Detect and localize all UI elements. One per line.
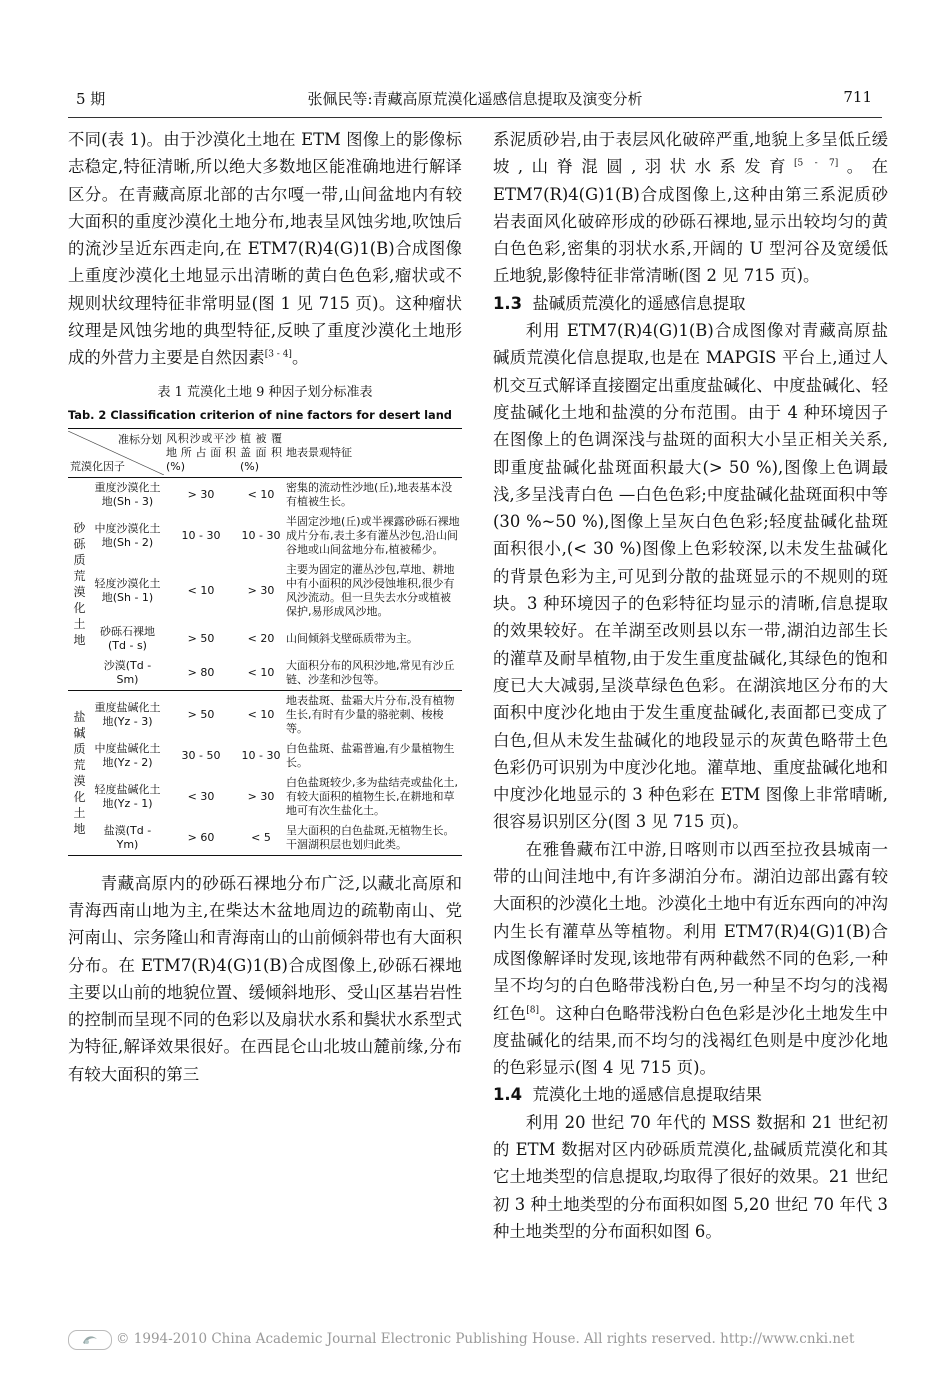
right-column [493, 126, 888, 1245]
table-row: 中度盐碱化土地(Yz - 2) 30 - 50 10 - 30 白色盐斑、盐霜普遍,有少量植物生长。 [94, 741, 455, 769]
citation[interactable]: [3 - 4] [264, 349, 292, 360]
paragraph: 不同(表 1)。由于沙漠化土地在 ETM 图像上的影像标志稳定,特征清晰,所以绝大多数地区能准确地进行解译区分。在青藏高原北部的古尔嘎一带,山间盆地内有较大面积的重度沙漠化土地分布,地表呈风蚀劣地,吹蚀后的流沙呈近东西走向,在 ETM7(R)4(G)1(B)合成图像上重度沙漠化土地显示出清晰的黄白色色彩,瘤状或不规则状纹理特征非常明显(图 1 见 715 页)。这种瘤状纹理是风蚀劣地的典型特征,反映了重度沙漠化土地形成的外营力主要是自然因素[3 - 4]。 [68, 130, 462, 368]
citation[interactable]: [5 - 7] [794, 158, 839, 169]
table-row: 砂砾质荒漠化土地 重度沙漠化土地(Sh - 3) > 30 < 10 密集的流动性沙地(丘),地表基本没有植被生长。 [68, 477, 462, 512]
citation[interactable]: [8] [526, 1005, 539, 1016]
diagonal-header-cell: 准标分划 荒漠化因子 [70, 432, 162, 473]
copyright-footer [68, 1330, 888, 1350]
col-header-veg: 植被覆盖面积(%) [240, 431, 282, 473]
table-header-row [68, 428, 462, 477]
cnki-logo-icon [68, 1330, 112, 1350]
section-heading-1-4: 1.4 荒漠化土地的遥感信息提取结果 [493, 1085, 762, 1105]
table-row: 轻度沙漠化土地(Sh - 1) < 10 > 30 主要为固定的灌丛沙包,草地、耕地中有小面积的风沙侵蚀堆积,很少有风沙流动。但一旦失去水分或植被保护,易形成风沙地。 [94, 562, 455, 618]
table-row: 盐漠(Td - Ym) > 60 < 5 呈大面积的白色盐斑,无植物生长。干涸湖积层也划归此类。 [68, 821, 462, 856]
running-title: 张佩民等:青藏高原荒漠化遥感信息提取及演变分析 [307, 90, 643, 108]
paragraph: 利用 20 世纪 70 年代的 MSS 数据和 21 世纪初的 ETM 数据对区内砂砾质荒漠化,盐碱质荒漠化和其它土地类型的信息提取,均取得了很好的效果。21 世纪初 3 种土地类型的分布面积如图 5,20 世纪 70 年代 3 种土地类型的分布面积如图 6。 [493, 1112, 888, 1241]
running-header [68, 88, 882, 114]
issue-number: 5 期 [76, 90, 106, 108]
paragraph: 系泥质砂岩,由于表层风化破碎严重,地貌上多呈低丘缓坡,山脊混圆,羽状水系发育[5 - 7]。在 ETM7(R)4(G)1(B)合成图像上,这种由第三系泥质砂岩表面风化破碎形成的砂砾石裸地,显示出较均匀的黄白色色彩,密集的羽状水系,开阔的 U 型河谷及宽缓低丘地貌,影像特征非常清晰(图 2 见 715 页)。 [493, 130, 889, 286]
table-row: 中度沙漠化土地(Sh - 2) 10 - 30 10 - 30 半固定沙地(丘)或半裸露砂砾石裸地成片分布,表土多有灌丛沙包,沿山间谷地或山间盆地分布,植被稀少。 [94, 514, 460, 556]
group-label-gravel: 砂砾质荒漠化土地 [73, 520, 86, 647]
classification-table [68, 428, 462, 856]
table-caption-en: Tab. 2 Classification criterion of nine factors for desert land [68, 407, 452, 422]
group-label-saline: 盐碱质荒漠化土地 [73, 709, 86, 836]
table-row: 盐碱质荒漠化土地 重度盐碱化土地(Yz - 3) > 50 < 10 地表盐斑、盐霜大片分布,没有植物生长,有时有少量的骆驼刺、梭梭等。 [68, 690, 462, 739]
paragraph: 青藏高原内的砂砾石裸地分布广泛,以藏北高原和青海西南山地为主,在柴达木盆地周边的疏勒南山、党河南山、宗务隆山和青海南山的山前倾斜带也有大面积分布。在 ETM7(R)4(G)1(B)合成图像上,砂砾石裸地主要以山前的地貌位置、缓倾斜地形、受山区基岩岩性的控制而呈现不同的色彩以及扇状水系和鬓状水系型式为特征,解译效果很好。在西昆仑山北坡山麓前缘,分布有较大面积的第三 [68, 873, 462, 1084]
table-row: 轻度盐碱化土地(Yz - 1) < 30 > 30 白色盐斑较少,多为盐结壳或盐化土,有较大面积的植物生长,在耕地和草地可有次生盐化土。 [94, 775, 458, 817]
col-header-wind: 风积沙或平沙地所占面积(%) [166, 431, 236, 473]
header-rule [68, 117, 882, 118]
paragraph: 利用 ETM7(R)4(G)1(B)合成图像对青藏高原盐碱质荒漠化信息提取,也是在 MAPGIS 平台上,通过人机交互式解译直接圈定出重度盐碱化、中度盐碱化、轻度盐碱化土地和盐漠的分布范围。由于 4 种环境因子在图像上的色调深浅与盐斑的面积大小呈正相关关系,即重度盐碱化盐斑面积最大(> 50 %),图像上色调最浅,多呈浅青白色 —白色色彩;中度盐碱化盐斑面积中等(30 %~50 %),图像上呈灰白色色彩;轻度盐碱化盐斑面积很小,(< 30 %)图像上色彩较深,以未发生盐碱化的背景色彩为主,可见到分散的盐斑显示的不规则的斑块。3 种环境因子的色彩特征均显示的清晰,信息提取的效果较好。在羊湖至改则县以东一带,湖泊边部生长的灌草及耐旱植物,由于发生重度盐碱化,其绿色的饱和度已大大减弱,呈淡草绿色色彩。在湖滨地区分布的大面积中度沙化地由于发生重度盐碱化,表面都已变成了白色,但从未发生盐碱化的地段显示的灰黄色略带土色色彩仍可识别为中度沙化地。灌草地、重度盐碱化地和中度沙化地显示的 3 种色彩在 ETM 图像上非常晴晰,很容易识别区分(图 3 见 715 页)。 [493, 321, 888, 832]
col-header-landscape: 地表景观特征 [286, 445, 352, 459]
table-row: 砂砾石裸地(Td - s) > 50 < 20 山间倾斜戈壁砾质带为主。 [99, 624, 418, 652]
table-caption-cn: 表 1 荒漠化土地 9 种因子划分标准表 [157, 384, 373, 400]
page-number: 711 [843, 88, 872, 106]
table-row: 沙漠(Td - Sm) > 80 < 10 大面积分布的风积沙地,常见有沙丘链、沙垄和沙包等。 [68, 656, 462, 691]
copyright-text[interactable]: © 1994-2010 China Academic Journal Electronic Publishing House. All rights reserved. http://www.cnki.net [116, 1331, 855, 1347]
section-heading-1-3: 1.3 盐碱质荒漠化的遥感信息提取 [493, 293, 746, 313]
paragraph: 在雅鲁藏布江中游,日喀则市以西至拉孜县城南一带的山间洼地中,有许多湖泊分布。湖泊边部出露有较大面积的沙漠化土地。沙漠化土地中有近东西向的冲沟内生长有灌草丛等植物。利用 ETM7(R)4(G)1(B)合成图像解译时发现,该地带有两种截然不同的色彩,一种呈不均匀的白色略带浅粉白色,另一种呈不均匀的浅褐红色[8]。这种白色略带浅粉白色色彩是沙化土地发生中度盐碱化的结果,而不均匀的浅褐红色则是中度沙化地的色彩显示(图 4 见 715 页)。 [493, 839, 889, 1078]
left-column [68, 126, 462, 1088]
